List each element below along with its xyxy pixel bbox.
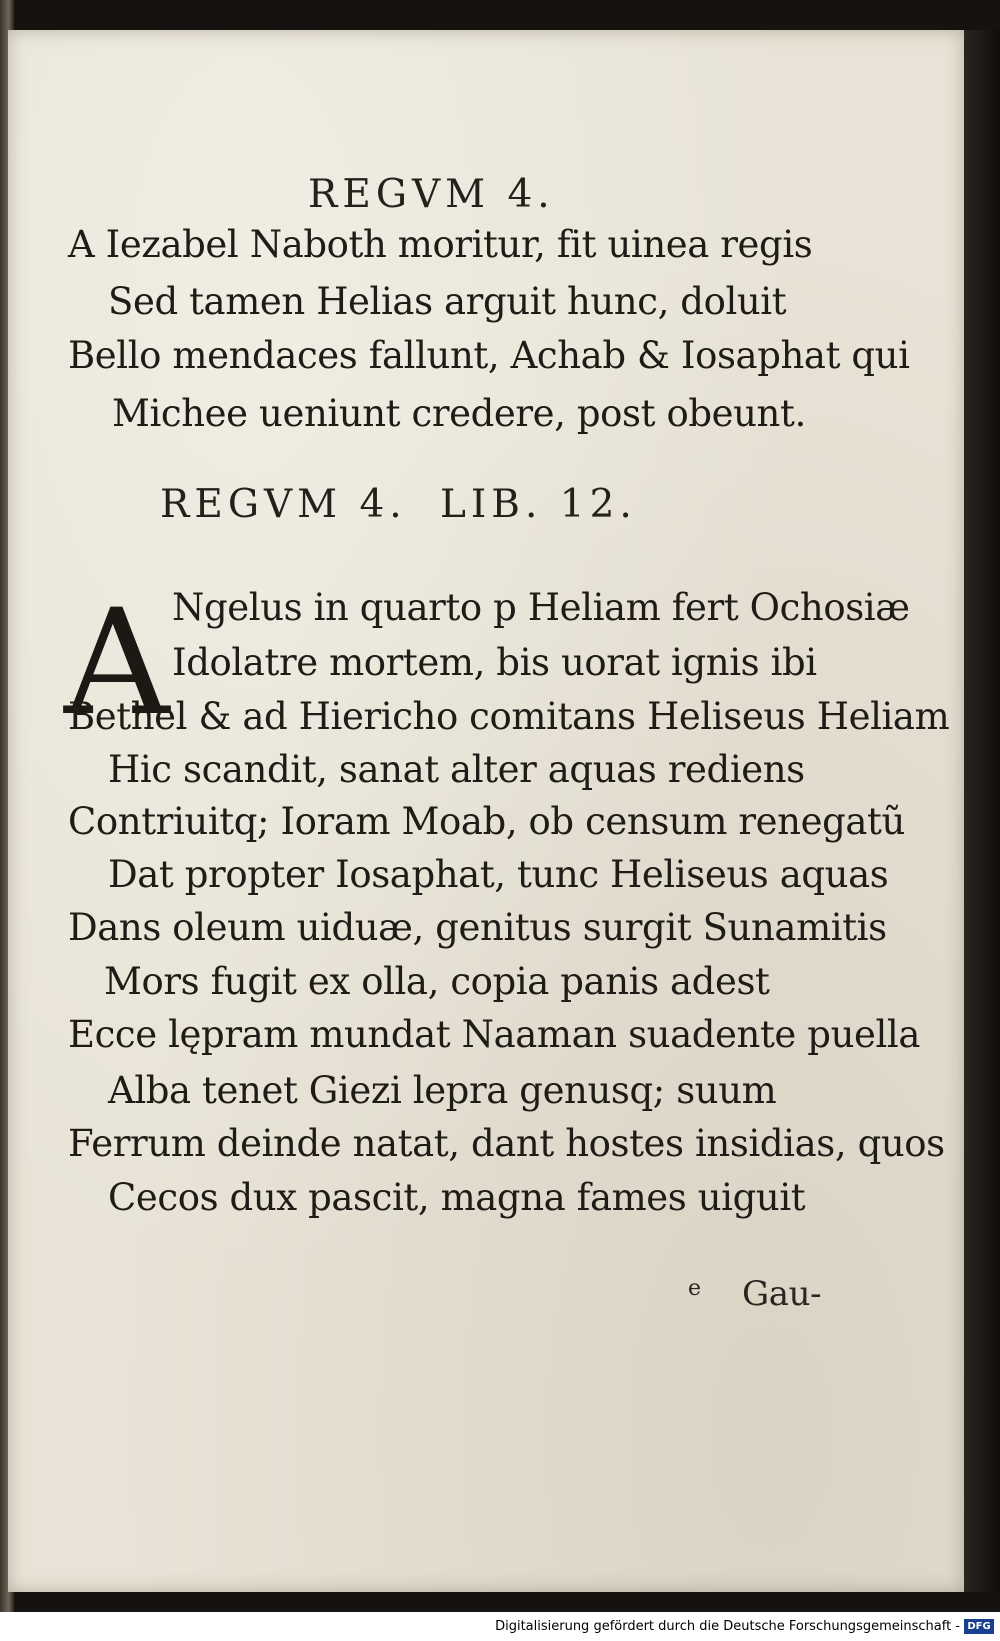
page-heading: REGVM 4.: [308, 172, 555, 217]
verse-line: Contriuitq; Ioram Moab, ob censum renegatũ: [68, 800, 905, 843]
verse-line: Bethel & ad Hiericho comitans Heliseus Heliam: [68, 695, 950, 738]
verse-line: Dans oleum uiduæ, genitus surgit Sunamitis: [68, 906, 887, 949]
book-spine: [964, 30, 1000, 1592]
dfg-logo: DFG: [964, 1619, 994, 1634]
verse-line: Cecos dux pascit, magna fames uiguit: [108, 1176, 806, 1219]
signature-mark: e: [688, 1276, 701, 1301]
section-heading-left: REGVM 4.: [160, 482, 407, 527]
verse-line: Michee ueniunt credere, post obeunt.: [112, 392, 806, 435]
verse-line: Dat propter Iosaphat, tunc Heliseus aquas: [108, 853, 889, 896]
verse-line: Alba tenet Giezi lepra genusq; suum: [108, 1069, 777, 1112]
verse-line: Sed tamen Helias arguit hunc, doluit: [108, 280, 787, 323]
drop-capital: A: [64, 578, 170, 748]
verse-line: Mors fugit ex olla, copia panis adest: [104, 960, 770, 1003]
section-heading-right: LIB. 12.: [440, 482, 637, 527]
verse-line: Hic scandit, sanat alter aquas rediens: [108, 748, 805, 791]
footer-credit: Digitalisierung gefördert durch die Deutsche Forschungsgemeinschaft -: [495, 1619, 960, 1634]
verse-line: Ferrum deinde natat, dant hostes insidias, quos: [68, 1122, 945, 1165]
verse-line: Ngelus in quarto p Heliam fert Ochosiæ: [172, 586, 910, 629]
verse-line: Idolatre mortem, bis uorat ignis ibi: [172, 641, 817, 684]
footer-bar: [0, 1614, 1000, 1641]
catchword: Gau-: [742, 1274, 822, 1314]
verse-line: A Iezabel Naboth moritur, fit uinea regis: [68, 223, 813, 266]
verse-line: Ecce lępram mundat Naaman suadente puella: [68, 1013, 921, 1056]
verse-line: Bello mendaces fallunt, Achab & Iosaphat qui: [68, 334, 910, 377]
